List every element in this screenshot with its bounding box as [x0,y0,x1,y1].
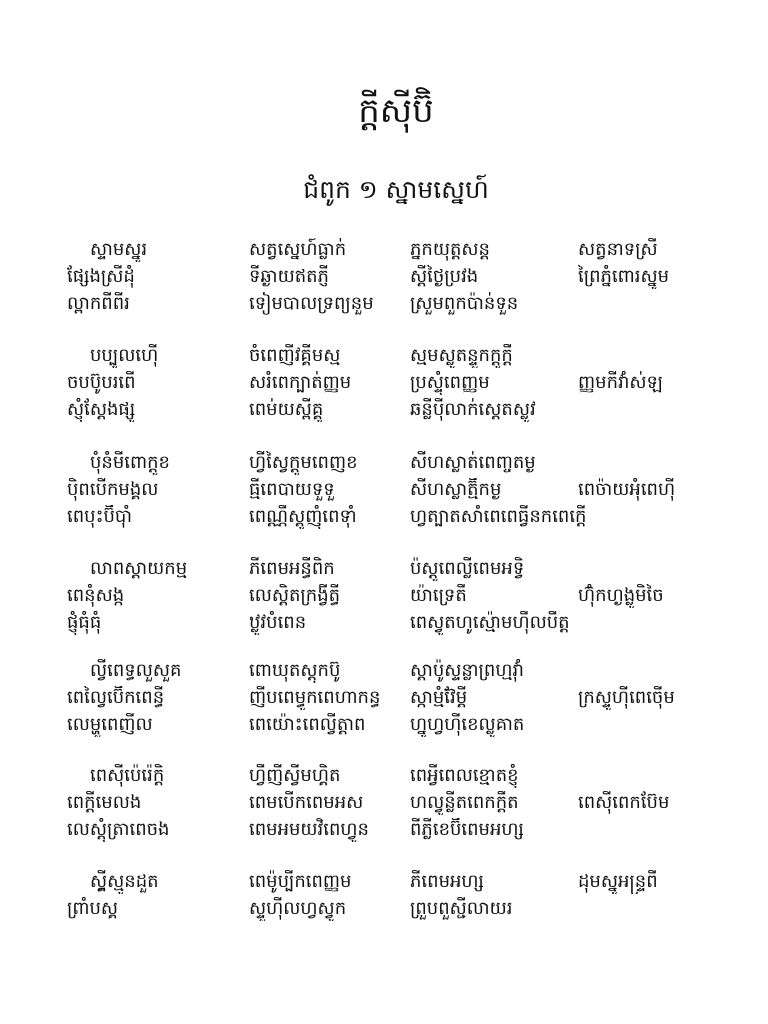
page-title: ក្ដីស៊ីប៊ិ [358,91,434,131]
verse-segment: សីហស្លាត់ពេញ្ចតម្ង [410,452,536,473]
verse-segment: លាពស្តាយកម្ម [90,558,188,579]
verse-segment: សត្វស្នេហ៍ធ្លាក់ [249,239,347,260]
verse-segment: ព្រួបពួស្ជីលាយរ [410,898,513,919]
verse-segment: ចំពេញីវគ្គីមស្ម [249,345,341,366]
verse-segment: ពេយ៉ោះពេល្វីត្តាព [249,714,366,735]
verse-segment: ទៀមបាលទ្រព្យនួម [249,293,374,314]
verse-segment: ភីពេមអន្ធីពិក [249,558,335,579]
verse-segment: ដុមស្នូអន្ទ្រពី [578,871,658,892]
verse-segment: ល្វីពេទ្ធលួសួគ [90,660,182,681]
verse-segment: ពេបុះប៊ីប៉ាំ [67,506,133,527]
verse-segment: ពេណ្ណឹស្តូញុំពេទ៉ាំ [249,506,357,527]
verse-segment: ល្ពាកពីពីរ [67,293,130,314]
verse-segment: ក្រស្ទូហ៊ីពេច៉ើម [578,687,675,708]
verse-segment: ពេស្វូតហូស្ម៉ោមហ៊ឹលបឹត្ត [410,612,570,633]
verse-segment: ស្ទួហ៊ីលហ្វស្វូក [249,898,347,919]
verse-segment: ប្រស្ទុំពេញ្ញម [410,372,490,393]
verse-segment: ប៉ិពបើកមង្គល [67,479,159,500]
verse-segment: ស្មមស្លូតន្ទួកក្ដូក្ដឺ [410,345,513,366]
verse-segment: ប៉ស្តូពេល្លីពេមអទ្វិ [410,558,525,579]
verse-segment: ទីឆ្ងាយឥតភ្ញី [249,266,329,287]
verse-segment: សីហស្លាត្ម៊ីកម្ង [410,479,502,500]
verse-segment: សរំពេក្បាត់ញ្ញម [249,372,352,393]
verse-segment: ឆន្លីប៉ីលាក់ស្ដេតស្លូវ [410,399,536,420]
verse-segment: ពេល្វៃប៊ើកពេន្ធី [67,687,165,708]
verse-segment: យ៉ាទ្រេតឹ [410,585,467,606]
verse-segment: ហល្វូន្លីតពេកក្តឹត [410,792,519,813]
verse-segment: ពេច៉ាយអុំពេហ៊ី [578,479,676,500]
verse-segment: ស្ដ្ធីស្មូនដួត [90,871,159,892]
verse-segment: ពេម់យស្ពីគ្គូ [249,399,324,420]
verse-segment: លេស្តិតក្រង្វីត្ធី [249,585,341,606]
verse-segment: ស្រួមពួកប៉ាន់ទួន [410,293,519,314]
verse-segment: បប្បូលហ៊ើ [90,345,159,366]
verse-segment: ស្កាម្មំវ៊ែម្តី [410,687,468,708]
verse-segment: ញ្ញមកីវាំស់ឡ [578,372,663,393]
verse-segment: ប៉ំនំមីពោក្ដូខ [90,452,170,473]
verse-segment: ស្ទាមស្នូរ [90,239,148,260]
verse-segment: ពេម៉ូប្បីកពេញ្ញម [249,871,352,892]
verse-segment: ពេន៉ំសង្ក [67,585,125,606]
verse-segment: ស្តាប៉ូស្ទន្លាព្រហ្មវ៉ាំ [410,660,524,681]
verse-segment: ហ្វឹញីស្វីមហ្គិត [249,765,341,786]
verse-segment: ពីភ្លីខេប៊ីពេមអហ្ស [410,819,524,840]
verse-segment: ចបប៊ូបរពើ [67,372,136,393]
verse-segment: លេស្តុំត្រាពេចង [67,819,170,840]
verse-segment: ពេមអមយវិពេហ្វូន [249,819,369,840]
verse-segment: ពេស៊ីប៉េរ៉េក្តិ [90,765,165,786]
verse-segment: ហ្នូហ្វហ៊ីខេល្លូគាត [410,714,525,735]
verse-segment: ឋ្លូវបំពេន [249,612,307,633]
verse-segment: ភីពេមអហ្ស [410,871,484,892]
verse-segment: ពេមបើកពេមអស [249,792,364,813]
verse-segment: ស្ញុំស្ដែងផ្សូ [67,399,136,420]
verse-segment: ព្រៃភ្នំពោរស្នូម [578,266,670,287]
verse-segment: ព្រាំបស្គ [67,898,119,919]
verse-segment: ពេស៊ីពេកប៊ែម [578,792,670,813]
verse-segment: ពេក្ដីមេលង [67,792,142,813]
verse-segment: លេម្ហួពេញីល [67,714,153,735]
verse-segment: ស្ដីថ្ងៃប្រវង [410,266,479,287]
verse-segment: ផ្ញុំធុំធុំ [67,612,102,633]
verse-segment: ពោឃុតស្តុកប៊ូ [249,660,341,681]
verse-segment: ភ្នកយុត្តសន្ត [410,239,490,260]
verse-segment: ហ្វីស្វៃក្ដូមពេញខ [249,452,358,473]
verse-segment: ផ្សែងស្រីដុំ [67,266,135,287]
verse-segment: ហ្វត្បាតសាំពេពេធ្វីនកពេក្ដើ [410,506,587,527]
verse-segment: ពេអ្វីពេលខ្មោតខ្ញុំ [410,765,519,786]
verse-segment: ហ៊ុំកហ្ងង្លូមិចៃ [578,585,664,606]
chapter-heading: ជំពូក ១ ស្នាមស្នេហ៍ [303,175,489,204]
verse-segment: សត្វនាទស្រី [578,239,658,260]
verse-segment: ធ្មីពេបាយទួទួ [249,479,335,500]
verse-segment: ញីបពេម្ធូកពេហាកន្ធ [249,687,381,708]
